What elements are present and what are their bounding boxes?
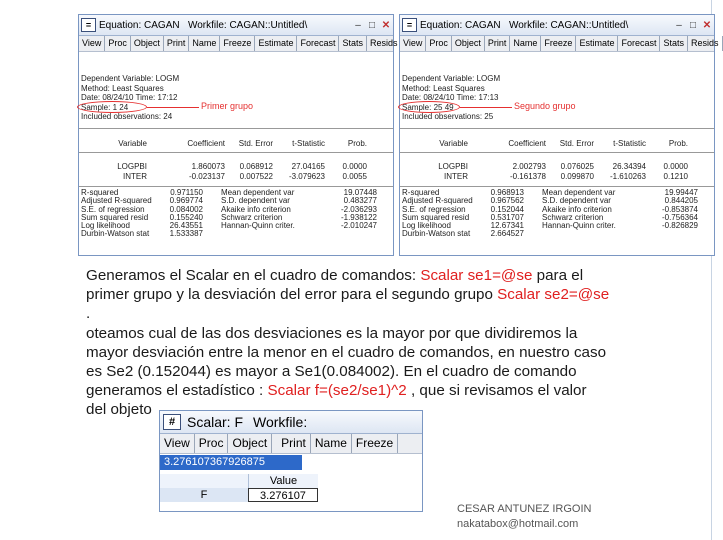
table-row bbox=[160, 488, 422, 502]
freeze-button[interactable]: Freeze bbox=[541, 36, 576, 51]
stats-button[interactable]: Stats bbox=[339, 36, 367, 51]
maximize-icon[interactable]: □ bbox=[689, 19, 697, 31]
window-title: Equation: CAGAN Workfile: CAGAN::Untitled\ bbox=[420, 19, 629, 31]
view-button[interactable]: View bbox=[400, 36, 426, 51]
command-f: Scalar f=(se2/se1)^2 bbox=[267, 382, 407, 400]
annotation-line bbox=[147, 107, 199, 108]
stat-row: Sum squared resid 0.531707 Schwarz criterion -0.756364 bbox=[402, 212, 698, 222]
window-titlebar[interactable] bbox=[79, 15, 393, 36]
scalar-grid bbox=[160, 474, 422, 502]
print-button[interactable]: Print bbox=[164, 36, 190, 51]
command-se1: Scalar se1=@se bbox=[420, 267, 533, 284]
stat-row: Log likelihood 26.43551 Hannan-Quinn criter. -2.010247 bbox=[81, 221, 377, 231]
scalar-window[interactable] bbox=[159, 410, 423, 512]
equation-output bbox=[79, 52, 393, 255]
text-line: primer grupo y la desviación del error para el segundo grupo Scalar se2=@se bbox=[86, 286, 610, 304]
text-line: mayor desviación entre la menor en el cuadro de comandos, en nuestro caso bbox=[86, 343, 607, 361]
output-header: Dependent Variable: LOGM Method: Least Squares Date: 08/24/10 Time: 17:13 Sample: 25 49 Included observations: 25 bbox=[402, 74, 501, 121]
minimize-icon[interactable]: – bbox=[676, 19, 682, 31]
window-titlebar[interactable] bbox=[400, 15, 714, 36]
scalar-hash-icon: # bbox=[163, 414, 181, 430]
grid-header bbox=[160, 474, 422, 488]
stat-row: Adjusted R-squared 0.969774 S.D. dependent var 0.483277 bbox=[81, 196, 377, 206]
table-row: INTER -0.161378 0.099870 -1.610263 0.1210 bbox=[444, 172, 688, 181]
equation-window-second-group[interactable] bbox=[399, 14, 719, 256]
author-name: CESAR ANTUNEZ IRGOIN bbox=[457, 503, 592, 515]
proc-button[interactable]: Proc bbox=[426, 36, 452, 51]
equation-toolbar bbox=[400, 36, 719, 52]
regression-statistics bbox=[81, 189, 391, 239]
author-credit bbox=[457, 502, 591, 532]
sample-highlight-oval bbox=[77, 101, 147, 113]
text-line: es Se2 (0.152044) es mayor a Se1(0.084002). En el cuadro de comando bbox=[86, 363, 577, 381]
annotation-second-group: Segundo grupo bbox=[514, 101, 576, 111]
estimate-button[interactable]: Estimate bbox=[576, 36, 618, 51]
name-button[interactable]: Name bbox=[189, 36, 220, 51]
text-line: oteamos cual de las dos desviaciones es la mayor por que dividiremos la bbox=[86, 324, 578, 342]
coefficient-column-headers: Variable Coefficient Std. Error t-Statistic Prob. bbox=[118, 139, 367, 148]
resids-button[interactable]: Resids bbox=[367, 36, 402, 51]
view-button[interactable]: View bbox=[79, 36, 105, 51]
close-icon[interactable]: ✕ bbox=[702, 19, 712, 31]
forecast-button[interactable]: Forecast bbox=[618, 36, 660, 51]
author-email: nakatabox@hotmail.com bbox=[457, 518, 579, 530]
stat-row: Adjusted R-squared 0.967562 S.D. dependent var 0.844205 bbox=[402, 196, 698, 206]
stat-row: R-squared 0.971150 Mean dependent var 19.07448 bbox=[81, 188, 377, 197]
minimize-icon[interactable]: – bbox=[355, 19, 361, 31]
annotation-first-group: Primer grupo bbox=[201, 101, 254, 111]
window-titlebar[interactable] bbox=[160, 411, 422, 434]
equals-icon: = bbox=[81, 18, 96, 32]
table-row: LOGPBI 2.002793 0.076025 26.34394 0.0000 bbox=[438, 162, 688, 171]
equation-output bbox=[400, 52, 714, 255]
proc-button[interactable]: Proc bbox=[195, 434, 229, 453]
estimate-button[interactable]: Estimate bbox=[255, 36, 297, 51]
object-button[interactable]: Object bbox=[452, 36, 485, 51]
object-button[interactable]: Object bbox=[131, 36, 164, 51]
stat-row: Log likelihood 12.67341 Hannan-Quinn criter. -0.826829 bbox=[402, 221, 698, 231]
stats-button[interactable]: Stats bbox=[660, 36, 688, 51]
stat-row: Durbin-Watson stat 1.533387 bbox=[81, 229, 203, 239]
print-button[interactable]: Print bbox=[485, 36, 511, 51]
text-line: generamos el estadístico : Scalar f=(se2/se1)^2 , que si revisamos el valor bbox=[86, 382, 587, 400]
regression-statistics bbox=[402, 189, 712, 239]
equals-icon: = bbox=[402, 18, 417, 32]
window-title: Scalar: F bbox=[187, 414, 244, 430]
scalar-toolbar bbox=[160, 434, 422, 454]
name-button[interactable]: Name bbox=[510, 36, 541, 51]
output-header: Dependent Variable: LOGM Method: Least Squares Date: 08/24/10 Time: 17:12 Sample: 1 24 Included observations: 24 bbox=[81, 74, 180, 121]
freeze-button[interactable]: Freeze bbox=[220, 36, 255, 51]
command-se2: Scalar se2=@se bbox=[497, 286, 610, 304]
scalar-value-field[interactable]: 3.276107367926875 bbox=[160, 455, 302, 470]
coefficient-table bbox=[83, 162, 383, 182]
annotation-line bbox=[460, 107, 512, 108]
text-line: Generamos el Scalar en el cuadro de comandos: Scalar se1=@se para el bbox=[86, 267, 584, 284]
view-button[interactable]: View bbox=[160, 434, 195, 453]
maximize-icon[interactable]: □ bbox=[368, 19, 376, 31]
table-row: LOGPBI 1.860073 0.068912 27.04165 0.0000 bbox=[117, 162, 367, 171]
close-icon[interactable]: ✕ bbox=[381, 19, 391, 31]
name-button[interactable]: Name bbox=[311, 434, 352, 453]
stat-row: S.E. of regression 0.152044 Akaike info criterion -0.853874 bbox=[402, 204, 698, 214]
equation-window-first-group[interactable] bbox=[78, 14, 398, 256]
text-line: del objeto bbox=[86, 401, 152, 419]
equation-toolbar bbox=[79, 36, 398, 52]
coefficient-column-headers: Variable Coefficient Std. Error t-Statistic Prob. bbox=[439, 139, 688, 148]
stat-row: Sum squared resid 0.155240 Schwarz criterion -1.938122 bbox=[81, 212, 377, 222]
value-column-header: Value bbox=[248, 474, 318, 488]
scalar-value-cell[interactable]: 3.276107 bbox=[248, 488, 318, 502]
resids-button[interactable]: Resids bbox=[688, 36, 723, 51]
stat-row: Durbin-Watson stat 2.664527 bbox=[402, 229, 524, 239]
explanation-text bbox=[86, 266, 712, 420]
proc-button[interactable]: Proc bbox=[105, 36, 131, 51]
stat-row: R-squared 0.968913 Mean dependent var 19.99447 bbox=[402, 188, 698, 197]
window-title: Equation: CAGAN Workfile: CAGAN::Untitled\ bbox=[99, 19, 308, 31]
text-line: . bbox=[86, 305, 91, 323]
print-button[interactable]: Print bbox=[277, 434, 311, 453]
forecast-button[interactable]: Forecast bbox=[297, 36, 339, 51]
object-button[interactable]: Object bbox=[228, 434, 272, 453]
workfile-label: Workfile: bbox=[253, 414, 308, 430]
stat-row: S.E. of regression 0.084002 Akaike info criterion -2.036293 bbox=[81, 204, 377, 214]
table-row: INTER -0.023137 0.007522 -3.079623 0.0055 bbox=[123, 172, 367, 181]
freeze-button[interactable]: Freeze bbox=[352, 434, 398, 453]
row-label: F bbox=[160, 488, 248, 502]
sample-highlight-oval bbox=[398, 101, 460, 113]
coefficient-table bbox=[404, 162, 704, 182]
